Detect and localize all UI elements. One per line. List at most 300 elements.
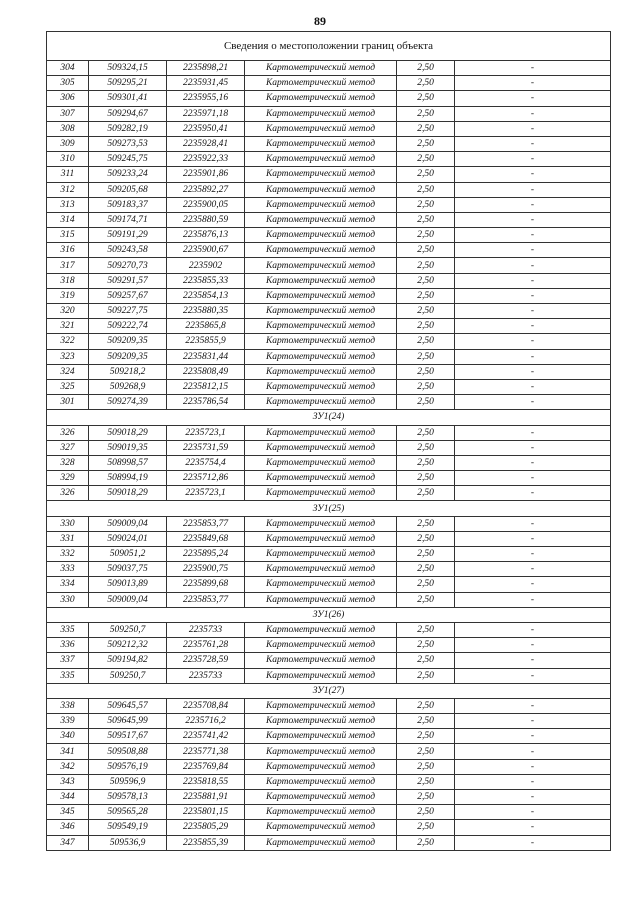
description-cell: - bbox=[455, 790, 611, 805]
x-coordinate-cell: 509596,9 bbox=[89, 774, 167, 789]
description-cell: - bbox=[455, 744, 611, 759]
point-number-cell: 322 bbox=[47, 334, 89, 349]
table-row bbox=[47, 455, 611, 470]
y-coordinate-cell: 2235786,54 bbox=[167, 395, 245, 410]
table-row bbox=[47, 121, 611, 136]
point-number-cell: 326 bbox=[47, 425, 89, 440]
point-number-cell: 332 bbox=[47, 547, 89, 562]
accuracy-cell: 2,50 bbox=[397, 91, 455, 106]
x-coordinate-cell: 509191,29 bbox=[89, 228, 167, 243]
y-coordinate-cell: 2235928,41 bbox=[167, 136, 245, 151]
x-coordinate-cell: 509243,58 bbox=[89, 243, 167, 258]
y-coordinate-cell: 2235955,16 bbox=[167, 91, 245, 106]
y-coordinate-cell: 2235900,05 bbox=[167, 197, 245, 212]
y-coordinate-cell: 2235801,15 bbox=[167, 805, 245, 820]
method-cell: Картометрический метод bbox=[245, 212, 397, 227]
method-cell: Картометрический метод bbox=[245, 425, 397, 440]
table-row bbox=[47, 592, 611, 607]
y-coordinate-cell: 2235805,29 bbox=[167, 820, 245, 835]
boundary-table bbox=[46, 31, 611, 851]
y-coordinate-cell: 2235708,84 bbox=[167, 698, 245, 713]
y-coordinate-cell: 2235892,27 bbox=[167, 182, 245, 197]
x-coordinate-cell: 509245,75 bbox=[89, 152, 167, 167]
description-cell: - bbox=[455, 486, 611, 501]
y-coordinate-cell: 2235895,24 bbox=[167, 547, 245, 562]
method-cell: Картометрический метод bbox=[245, 152, 397, 167]
method-cell: Картометрический метод bbox=[245, 547, 397, 562]
accuracy-cell: 2,50 bbox=[397, 531, 455, 546]
table-row bbox=[47, 106, 611, 121]
x-coordinate-cell: 509294,67 bbox=[89, 106, 167, 121]
y-coordinate-cell: 2235728,59 bbox=[167, 653, 245, 668]
description-cell: - bbox=[455, 547, 611, 562]
description-cell: - bbox=[455, 425, 611, 440]
accuracy-cell: 2,50 bbox=[397, 562, 455, 577]
description-cell: - bbox=[455, 395, 611, 410]
point-number-cell: 307 bbox=[47, 106, 89, 121]
x-coordinate-cell: 509291,57 bbox=[89, 273, 167, 288]
section-title: ЗУ1(27) bbox=[47, 683, 611, 698]
table-row bbox=[47, 304, 611, 319]
accuracy-cell: 2,50 bbox=[397, 547, 455, 562]
table-row bbox=[47, 288, 611, 303]
point-number-cell: 318 bbox=[47, 273, 89, 288]
y-coordinate-cell: 2235731,59 bbox=[167, 440, 245, 455]
table-row bbox=[47, 486, 611, 501]
method-cell: Картометрический метод bbox=[245, 136, 397, 151]
method-cell: Картометрический метод bbox=[245, 243, 397, 258]
point-number-cell: 316 bbox=[47, 243, 89, 258]
table-row bbox=[47, 319, 611, 334]
point-number-cell: 319 bbox=[47, 288, 89, 303]
description-cell: - bbox=[455, 562, 611, 577]
accuracy-cell: 2,50 bbox=[397, 744, 455, 759]
accuracy-cell: 2,50 bbox=[397, 228, 455, 243]
point-number-cell: 343 bbox=[47, 774, 89, 789]
description-cell: - bbox=[455, 455, 611, 470]
method-cell: Картометрический метод bbox=[245, 774, 397, 789]
table-row bbox=[47, 273, 611, 288]
y-coordinate-cell: 2235812,15 bbox=[167, 379, 245, 394]
section-header-row bbox=[47, 501, 611, 516]
method-cell: Картометрический метод bbox=[245, 835, 397, 850]
accuracy-cell: 2,50 bbox=[397, 759, 455, 774]
method-cell: Картометрический метод bbox=[245, 622, 397, 637]
point-number-cell: 328 bbox=[47, 455, 89, 470]
y-coordinate-cell: 2235818,55 bbox=[167, 774, 245, 789]
description-cell: - bbox=[455, 471, 611, 486]
point-number-cell: 330 bbox=[47, 516, 89, 531]
table-row bbox=[47, 790, 611, 805]
y-coordinate-cell: 2235901,86 bbox=[167, 167, 245, 182]
point-number-cell: 301 bbox=[47, 395, 89, 410]
method-cell: Картометрический метод bbox=[245, 364, 397, 379]
point-number-cell: 338 bbox=[47, 698, 89, 713]
accuracy-cell: 2,50 bbox=[397, 319, 455, 334]
section-header-row bbox=[47, 607, 611, 622]
table-row bbox=[47, 212, 611, 227]
x-coordinate-cell: 509324,15 bbox=[89, 61, 167, 76]
boundary-table-body bbox=[47, 32, 611, 851]
description-cell: - bbox=[455, 835, 611, 850]
method-cell: Картометрический метод bbox=[245, 288, 397, 303]
method-cell: Картометрический метод bbox=[245, 577, 397, 592]
x-coordinate-cell: 508998,57 bbox=[89, 455, 167, 470]
y-coordinate-cell: 2235865,8 bbox=[167, 319, 245, 334]
point-number-cell: 329 bbox=[47, 471, 89, 486]
table-row bbox=[47, 76, 611, 91]
x-coordinate-cell: 509274,39 bbox=[89, 395, 167, 410]
method-cell: Картометрический метод bbox=[245, 790, 397, 805]
point-number-cell: 333 bbox=[47, 562, 89, 577]
y-coordinate-cell: 2235876,13 bbox=[167, 228, 245, 243]
method-cell: Картометрический метод bbox=[245, 273, 397, 288]
y-coordinate-cell: 2235733 bbox=[167, 622, 245, 637]
boundary-table-container bbox=[46, 31, 610, 851]
method-cell: Картометрический метод bbox=[245, 759, 397, 774]
method-cell: Картометрический метод bbox=[245, 698, 397, 713]
table-row bbox=[47, 136, 611, 151]
method-cell: Картометрический метод bbox=[245, 182, 397, 197]
description-cell: - bbox=[455, 729, 611, 744]
table-row bbox=[47, 91, 611, 106]
point-number-cell: 335 bbox=[47, 622, 89, 637]
method-cell: Картометрический метод bbox=[245, 76, 397, 91]
section-title: ЗУ1(24) bbox=[47, 410, 611, 425]
accuracy-cell: 2,50 bbox=[397, 379, 455, 394]
point-number-cell: 340 bbox=[47, 729, 89, 744]
y-coordinate-cell: 2235971,18 bbox=[167, 106, 245, 121]
description-cell: - bbox=[455, 258, 611, 273]
section-title: ЗУ1(26) bbox=[47, 607, 611, 622]
table-row bbox=[47, 774, 611, 789]
point-number-cell: 345 bbox=[47, 805, 89, 820]
accuracy-cell: 2,50 bbox=[397, 714, 455, 729]
point-number-cell: 323 bbox=[47, 349, 89, 364]
method-cell: Картометрический метод bbox=[245, 61, 397, 76]
point-number-cell: 310 bbox=[47, 152, 89, 167]
point-number-cell: 337 bbox=[47, 653, 89, 668]
y-coordinate-cell: 2235808,49 bbox=[167, 364, 245, 379]
description-cell: - bbox=[455, 698, 611, 713]
accuracy-cell: 2,50 bbox=[397, 622, 455, 637]
point-number-cell: 312 bbox=[47, 182, 89, 197]
accuracy-cell: 2,50 bbox=[397, 774, 455, 789]
description-cell: - bbox=[455, 243, 611, 258]
point-number-cell: 342 bbox=[47, 759, 89, 774]
description-cell: - bbox=[455, 212, 611, 227]
method-cell: Картометрический метод bbox=[245, 349, 397, 364]
description-cell: - bbox=[455, 334, 611, 349]
point-number-cell: 346 bbox=[47, 820, 89, 835]
table-row bbox=[47, 759, 611, 774]
description-cell: - bbox=[455, 228, 611, 243]
x-coordinate-cell: 509209,35 bbox=[89, 349, 167, 364]
x-coordinate-cell: 509645,57 bbox=[89, 698, 167, 713]
x-coordinate-cell: 509565,28 bbox=[89, 805, 167, 820]
accuracy-cell: 2,50 bbox=[397, 334, 455, 349]
accuracy-cell: 2,50 bbox=[397, 698, 455, 713]
accuracy-cell: 2,50 bbox=[397, 243, 455, 258]
point-number-cell: 314 bbox=[47, 212, 89, 227]
x-coordinate-cell: 509205,68 bbox=[89, 182, 167, 197]
point-number-cell: 321 bbox=[47, 319, 89, 334]
method-cell: Картометрический метод bbox=[245, 805, 397, 820]
x-coordinate-cell: 509024,01 bbox=[89, 531, 167, 546]
description-cell: - bbox=[455, 91, 611, 106]
point-number-cell: 325 bbox=[47, 379, 89, 394]
description-cell: - bbox=[455, 592, 611, 607]
point-number-cell: 309 bbox=[47, 136, 89, 151]
description-cell: - bbox=[455, 820, 611, 835]
method-cell: Картометрический метод bbox=[245, 304, 397, 319]
accuracy-cell: 2,50 bbox=[397, 835, 455, 850]
point-number-cell: 330 bbox=[47, 592, 89, 607]
y-coordinate-cell: 2235741,42 bbox=[167, 729, 245, 744]
y-coordinate-cell: 2235881,91 bbox=[167, 790, 245, 805]
point-number-cell: 305 bbox=[47, 76, 89, 91]
y-coordinate-cell: 2235769,84 bbox=[167, 759, 245, 774]
x-coordinate-cell: 509295,21 bbox=[89, 76, 167, 91]
table-row bbox=[47, 364, 611, 379]
y-coordinate-cell: 2235712,86 bbox=[167, 471, 245, 486]
table-row bbox=[47, 653, 611, 668]
description-cell: - bbox=[455, 805, 611, 820]
accuracy-cell: 2,50 bbox=[397, 76, 455, 91]
table-row bbox=[47, 440, 611, 455]
x-coordinate-cell: 509018,29 bbox=[89, 486, 167, 501]
description-cell: - bbox=[455, 76, 611, 91]
x-coordinate-cell: 509037,75 bbox=[89, 562, 167, 577]
method-cell: Картометрический метод bbox=[245, 379, 397, 394]
accuracy-cell: 2,50 bbox=[397, 212, 455, 227]
method-cell: Картометрический метод bbox=[245, 258, 397, 273]
accuracy-cell: 2,50 bbox=[397, 471, 455, 486]
x-coordinate-cell: 509257,67 bbox=[89, 288, 167, 303]
method-cell: Картометрический метод bbox=[245, 820, 397, 835]
x-coordinate-cell: 509212,32 bbox=[89, 638, 167, 653]
table-row bbox=[47, 562, 611, 577]
point-number-cell: 315 bbox=[47, 228, 89, 243]
method-cell: Картометрический метод bbox=[245, 744, 397, 759]
table-row bbox=[47, 182, 611, 197]
description-cell: - bbox=[455, 440, 611, 455]
method-cell: Картометрический метод bbox=[245, 516, 397, 531]
table-row bbox=[47, 577, 611, 592]
point-number-cell: 335 bbox=[47, 668, 89, 683]
description-cell: - bbox=[455, 152, 611, 167]
section-header-row bbox=[47, 683, 611, 698]
accuracy-cell: 2,50 bbox=[397, 364, 455, 379]
method-cell: Картометрический метод bbox=[245, 197, 397, 212]
x-coordinate-cell: 509301,41 bbox=[89, 91, 167, 106]
point-number-cell: 317 bbox=[47, 258, 89, 273]
point-number-cell: 336 bbox=[47, 638, 89, 653]
accuracy-cell: 2,50 bbox=[397, 197, 455, 212]
accuracy-cell: 2,50 bbox=[397, 516, 455, 531]
x-coordinate-cell: 509578,13 bbox=[89, 790, 167, 805]
point-number-cell: 326 bbox=[47, 486, 89, 501]
method-cell: Картометрический метод bbox=[245, 714, 397, 729]
description-cell: - bbox=[455, 288, 611, 303]
method-cell: Картометрический метод bbox=[245, 319, 397, 334]
method-cell: Картометрический метод bbox=[245, 167, 397, 182]
section-header-row bbox=[47, 410, 611, 425]
method-cell: Картометрический метод bbox=[245, 440, 397, 455]
y-coordinate-cell: 2235855,33 bbox=[167, 273, 245, 288]
description-cell: - bbox=[455, 273, 611, 288]
table-row bbox=[47, 197, 611, 212]
description-cell: - bbox=[455, 714, 611, 729]
y-coordinate-cell: 2235771,38 bbox=[167, 744, 245, 759]
accuracy-cell: 2,50 bbox=[397, 440, 455, 455]
accuracy-cell: 2,50 bbox=[397, 61, 455, 76]
description-cell: - bbox=[455, 638, 611, 653]
description-cell: - bbox=[455, 136, 611, 151]
accuracy-cell: 2,50 bbox=[397, 668, 455, 683]
method-cell: Картометрический метод bbox=[245, 395, 397, 410]
accuracy-cell: 2,50 bbox=[397, 288, 455, 303]
table-row bbox=[47, 714, 611, 729]
x-coordinate-cell: 509549,19 bbox=[89, 820, 167, 835]
description-cell: - bbox=[455, 349, 611, 364]
table-row bbox=[47, 805, 611, 820]
method-cell: Картометрический метод bbox=[245, 668, 397, 683]
description-cell: - bbox=[455, 759, 611, 774]
x-coordinate-cell: 509517,67 bbox=[89, 729, 167, 744]
method-cell: Картометрический метод bbox=[245, 729, 397, 744]
y-coordinate-cell: 2235855,39 bbox=[167, 835, 245, 850]
x-coordinate-cell: 509051,2 bbox=[89, 547, 167, 562]
accuracy-cell: 2,50 bbox=[397, 820, 455, 835]
description-cell: - bbox=[455, 364, 611, 379]
description-cell: - bbox=[455, 668, 611, 683]
accuracy-cell: 2,50 bbox=[397, 258, 455, 273]
x-coordinate-cell: 509576,19 bbox=[89, 759, 167, 774]
x-coordinate-cell: 509209,35 bbox=[89, 334, 167, 349]
point-number-cell: 311 bbox=[47, 167, 89, 182]
x-coordinate-cell: 509218,2 bbox=[89, 364, 167, 379]
table-header-row bbox=[47, 32, 611, 61]
y-coordinate-cell: 2235853,77 bbox=[167, 516, 245, 531]
table-row bbox=[47, 698, 611, 713]
accuracy-cell: 2,50 bbox=[397, 455, 455, 470]
table-title: Сведения о местоположении границ объекта bbox=[47, 32, 611, 61]
accuracy-cell: 2,50 bbox=[397, 805, 455, 820]
accuracy-cell: 2,50 bbox=[397, 152, 455, 167]
accuracy-cell: 2,50 bbox=[397, 304, 455, 319]
table-row bbox=[47, 516, 611, 531]
x-coordinate-cell: 509270,73 bbox=[89, 258, 167, 273]
y-coordinate-cell: 2235723,1 bbox=[167, 486, 245, 501]
point-number-cell: 331 bbox=[47, 531, 89, 546]
y-coordinate-cell: 2235900,75 bbox=[167, 562, 245, 577]
y-coordinate-cell: 2235899,68 bbox=[167, 577, 245, 592]
x-coordinate-cell: 509508,88 bbox=[89, 744, 167, 759]
method-cell: Картометрический метод bbox=[245, 486, 397, 501]
accuracy-cell: 2,50 bbox=[397, 638, 455, 653]
section-title: ЗУ1(25) bbox=[47, 501, 611, 516]
y-coordinate-cell: 2235831,44 bbox=[167, 349, 245, 364]
accuracy-cell: 2,50 bbox=[397, 182, 455, 197]
point-number-cell: 341 bbox=[47, 744, 89, 759]
method-cell: Картометрический метод bbox=[245, 592, 397, 607]
x-coordinate-cell: 509268,9 bbox=[89, 379, 167, 394]
table-row bbox=[47, 334, 611, 349]
x-coordinate-cell: 509645,99 bbox=[89, 714, 167, 729]
point-number-cell: 308 bbox=[47, 121, 89, 136]
description-cell: - bbox=[455, 319, 611, 334]
description-cell: - bbox=[455, 622, 611, 637]
x-coordinate-cell: 509018,29 bbox=[89, 425, 167, 440]
x-coordinate-cell: 509273,53 bbox=[89, 136, 167, 151]
point-number-cell: 320 bbox=[47, 304, 89, 319]
table-row bbox=[47, 638, 611, 653]
table-row bbox=[47, 622, 611, 637]
description-cell: - bbox=[455, 774, 611, 789]
method-cell: Картометрический метод bbox=[245, 562, 397, 577]
y-coordinate-cell: 2235733 bbox=[167, 668, 245, 683]
x-coordinate-cell: 508994,19 bbox=[89, 471, 167, 486]
point-number-cell: 324 bbox=[47, 364, 89, 379]
y-coordinate-cell: 2235950,41 bbox=[167, 121, 245, 136]
description-cell: - bbox=[455, 61, 611, 76]
x-coordinate-cell: 509009,04 bbox=[89, 516, 167, 531]
accuracy-cell: 2,50 bbox=[397, 577, 455, 592]
y-coordinate-cell: 2235880,35 bbox=[167, 304, 245, 319]
x-coordinate-cell: 509250,7 bbox=[89, 622, 167, 637]
point-number-cell: 306 bbox=[47, 91, 89, 106]
accuracy-cell: 2,50 bbox=[397, 273, 455, 288]
description-cell: - bbox=[455, 121, 611, 136]
y-coordinate-cell: 2235902 bbox=[167, 258, 245, 273]
description-cell: - bbox=[455, 106, 611, 121]
table-row bbox=[47, 167, 611, 182]
method-cell: Картометрический метод bbox=[245, 91, 397, 106]
table-row bbox=[47, 395, 611, 410]
x-coordinate-cell: 509227,75 bbox=[89, 304, 167, 319]
description-cell: - bbox=[455, 379, 611, 394]
y-coordinate-cell: 2235900,67 bbox=[167, 243, 245, 258]
description-cell: - bbox=[455, 577, 611, 592]
method-cell: Картометрический метод bbox=[245, 471, 397, 486]
accuracy-cell: 2,50 bbox=[397, 349, 455, 364]
description-cell: - bbox=[455, 304, 611, 319]
description-cell: - bbox=[455, 653, 611, 668]
x-coordinate-cell: 509536,9 bbox=[89, 835, 167, 850]
table-row bbox=[47, 668, 611, 683]
y-coordinate-cell: 2235849,68 bbox=[167, 531, 245, 546]
point-number-cell: 313 bbox=[47, 197, 89, 212]
description-cell: - bbox=[455, 167, 611, 182]
table-row bbox=[47, 835, 611, 850]
x-coordinate-cell: 509194,82 bbox=[89, 653, 167, 668]
description-cell: - bbox=[455, 531, 611, 546]
y-coordinate-cell: 2235853,77 bbox=[167, 592, 245, 607]
x-coordinate-cell: 509009,04 bbox=[89, 592, 167, 607]
y-coordinate-cell: 2235854,13 bbox=[167, 288, 245, 303]
method-cell: Картометрический метод bbox=[245, 653, 397, 668]
accuracy-cell: 2,50 bbox=[397, 425, 455, 440]
method-cell: Картометрический метод bbox=[245, 638, 397, 653]
x-coordinate-cell: 509019,35 bbox=[89, 440, 167, 455]
description-cell: - bbox=[455, 197, 611, 212]
table-row bbox=[47, 243, 611, 258]
table-row bbox=[47, 547, 611, 562]
point-number-cell: 327 bbox=[47, 440, 89, 455]
method-cell: Картометрический метод bbox=[245, 106, 397, 121]
x-coordinate-cell: 509233,24 bbox=[89, 167, 167, 182]
